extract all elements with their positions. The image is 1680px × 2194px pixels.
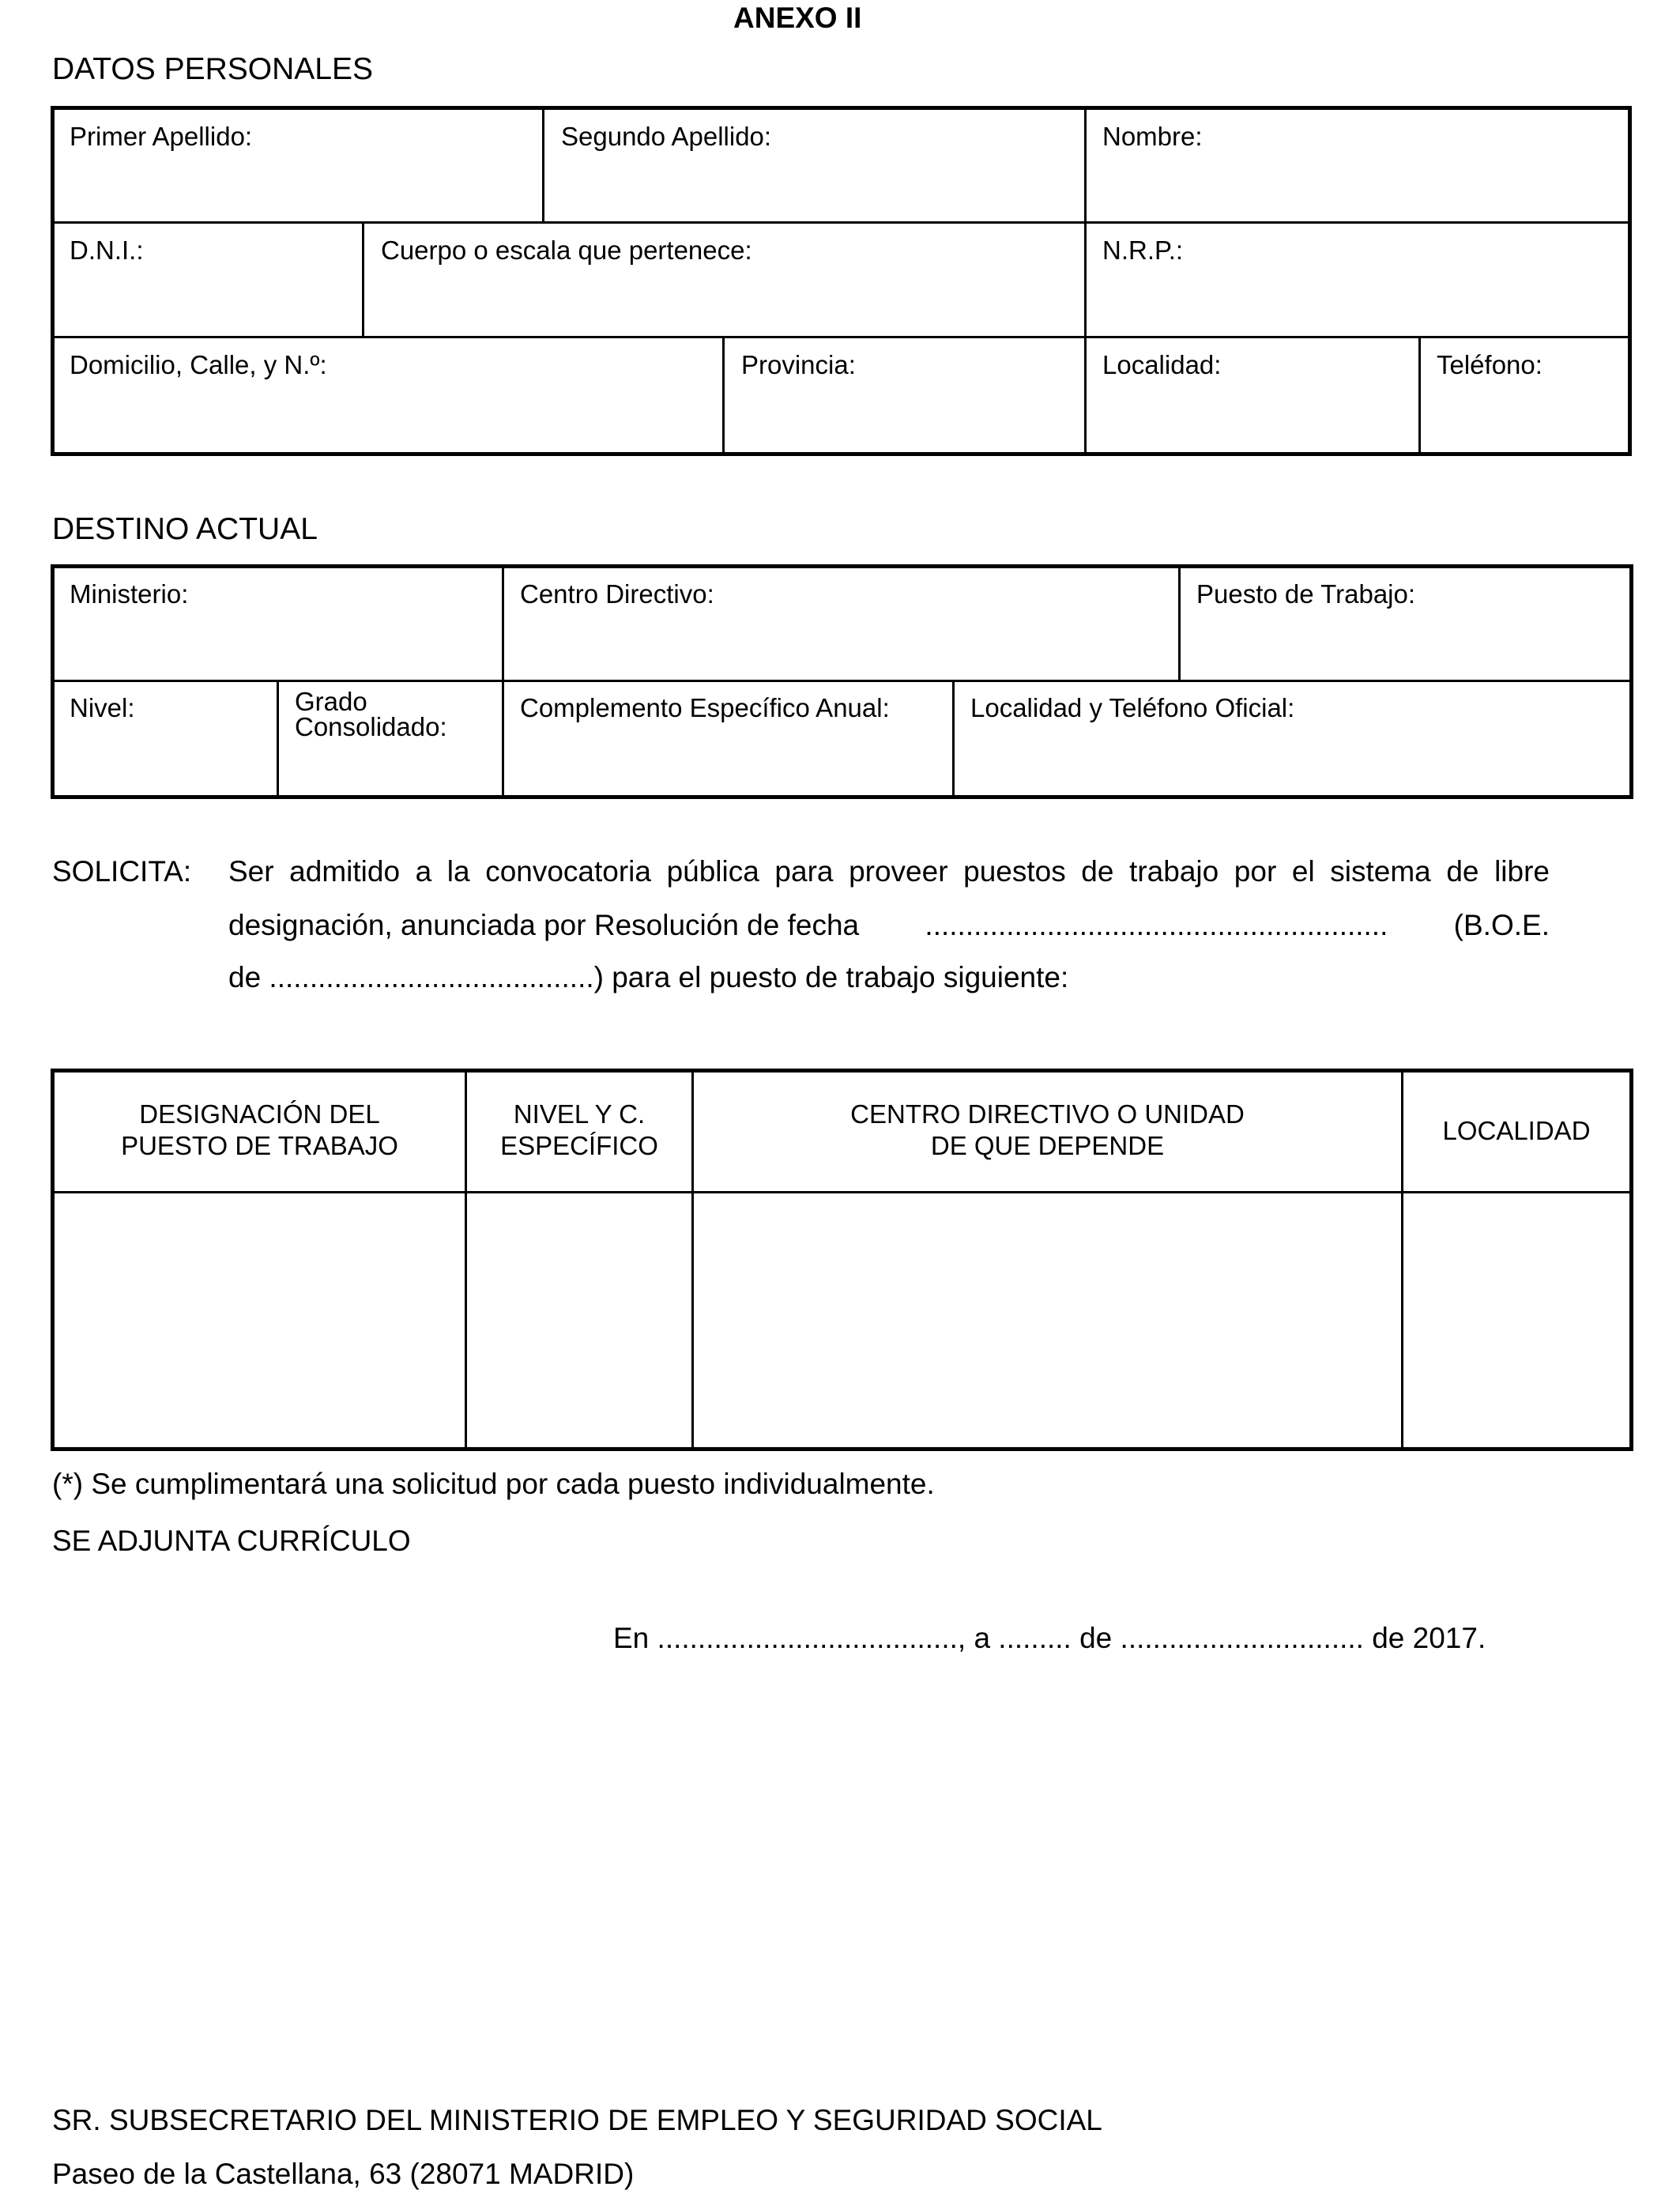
- solicita-label: SOLICITA:: [52, 855, 192, 888]
- header-localidad: LOCALIDAD: [1442, 1116, 1591, 1145]
- cell-localidad-input[interactable]: [1403, 1193, 1629, 1449]
- cell-nivel-input[interactable]: [467, 1193, 691, 1449]
- header-line: CENTRO DIRECTIVO O UNIDAD: [850, 1099, 1245, 1129]
- column-divider: [277, 680, 279, 797]
- primer-apellido-field[interactable]: Primer Apellido:: [70, 122, 253, 151]
- header-line: DESIGNACIÓN DEL: [139, 1099, 380, 1129]
- telefono-field[interactable]: Teléfono:: [1437, 350, 1543, 379]
- localidad-telefono-oficial-field[interactable]: Localidad y Teléfono Oficial:: [970, 693, 1295, 722]
- destinatario-line1: SR. SUBSECRETARIO DEL MINISTERIO DE EMPLEO Y SEGURIDAD SOCIAL: [52, 2104, 1102, 2136]
- column-divider: [1418, 337, 1421, 454]
- puesto-trabajo-field[interactable]: Puesto de Trabajo:: [1196, 579, 1416, 609]
- solicita-line1: Ser admitido a la convocatoria pública para proveer puestos de trabajo por el sistema de libre: [228, 855, 1550, 888]
- header-designacion: [55, 1099, 465, 1162]
- footnote: (*) Se cumplimentará una solicitud por cada puesto individualmente.: [52, 1468, 935, 1500]
- section-heading-destino-actual: DESTINO ACTUAL: [52, 512, 318, 546]
- column-divider: [1084, 108, 1087, 454]
- grado-label-line1: Grado: [295, 687, 367, 716]
- header-line: DE QUE DEPENDE: [930, 1131, 1165, 1160]
- section-heading-datos-personales: DATOS PERSONALES: [52, 52, 374, 86]
- fecha-resolucion-blank[interactable]: .........................................................: [925, 909, 1388, 941]
- nombre-field[interactable]: Nombre:: [1102, 122, 1203, 151]
- column-divider: [952, 680, 955, 797]
- page-title: ANEXO II: [733, 2, 862, 34]
- column-divider: [362, 222, 364, 337]
- row-divider: [52, 680, 1632, 682]
- solicita-line3: de ........................................) para el puesto de trabajo siguiente:: [228, 961, 1069, 993]
- provincia-field[interactable]: Provincia:: [741, 350, 856, 379]
- fecha-firma-line[interactable]: En ....................................., a ......... de .............................. de 2017.: [613, 1622, 1486, 1654]
- se-adjunta-curriculo: SE ADJUNTA CURRÍCULO: [52, 1525, 411, 1557]
- header-centro-directivo: [694, 1099, 1401, 1162]
- header-line: PUESTO DE TRABAJO: [121, 1131, 398, 1160]
- grado-label-line2: Consolidado:: [295, 712, 447, 741]
- dni-field[interactable]: D.N.I.:: [70, 236, 144, 265]
- segundo-apellido-field[interactable]: Segundo Apellido:: [561, 122, 772, 151]
- domicilio-field[interactable]: Domicilio, Calle, y N.º:: [70, 350, 327, 379]
- nivel-field[interactable]: Nivel:: [70, 693, 135, 722]
- ministerio-field[interactable]: Ministerio:: [70, 579, 189, 609]
- header-line: NIVEL Y C.: [513, 1099, 646, 1129]
- row-divider: [52, 221, 1630, 224]
- localidad-field[interactable]: Localidad:: [1102, 350, 1222, 379]
- column-divider: [1178, 567, 1181, 681]
- solicita-boe-text: (B.O.E.: [1453, 909, 1550, 941]
- column-divider: [502, 567, 504, 797]
- solicita-line2: [228, 909, 1550, 942]
- header-nivel: [467, 1099, 691, 1162]
- cell-designacion-input[interactable]: [55, 1193, 465, 1449]
- grado-consolidado-field[interactable]: [295, 689, 447, 740]
- row-divider: [52, 336, 1630, 338]
- centro-directivo-field[interactable]: Centro Directivo:: [520, 579, 714, 609]
- column-divider: [722, 337, 725, 454]
- cuerpo-escala-field[interactable]: Cuerpo o escala que pertenece:: [381, 236, 752, 265]
- complemento-especifico-field[interactable]: Complemento Específico Anual:: [520, 693, 890, 722]
- column-divider: [542, 108, 544, 223]
- destinatario-line2: Paseo de la Castellana, 63 (28071 MADRID): [52, 2158, 635, 2190]
- cell-centro-input[interactable]: [694, 1193, 1401, 1449]
- header-line: ESPECÍFICO: [500, 1131, 658, 1160]
- solicita-line2-text: designación, anunciada por Resolución de fecha: [228, 909, 860, 941]
- nrp-field[interactable]: N.R.P.:: [1102, 236, 1184, 265]
- datos-personales-form: [51, 106, 1632, 456]
